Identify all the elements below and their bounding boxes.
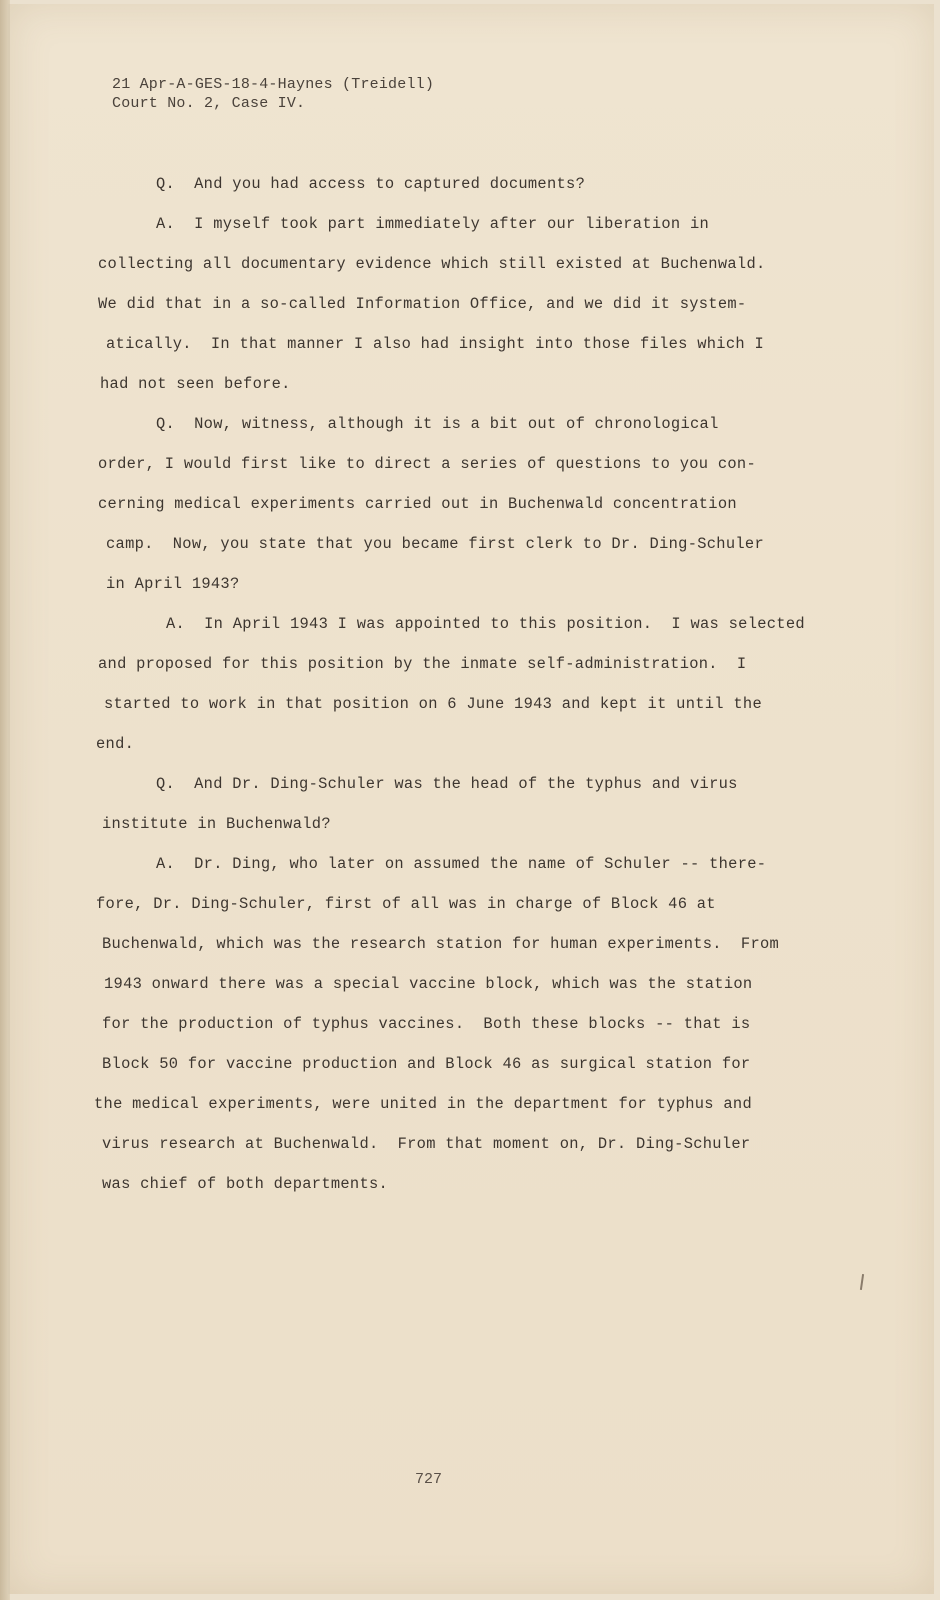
text-line: Q. Now, witness, although it is a bit out of chronological <box>156 415 719 433</box>
text-line: the medical experiments, were united in the department for typhus and <box>94 1095 752 1113</box>
text-line: We did that in a so-called Information Office, and we did it system- <box>98 295 747 313</box>
text-line: fore, Dr. Ding-Schuler, first of all was in charge of Block 46 at <box>96 895 716 913</box>
page-number: 727 <box>415 1471 443 1488</box>
text-line: for the production of typhus vaccines. Both these blocks -- that is <box>102 1015 751 1033</box>
text-line: in April 1943? <box>106 575 240 593</box>
text-line: had not seen before. <box>100 375 291 393</box>
document-page <box>8 4 934 1594</box>
text-line: 1943 onward there was a special vaccine block, which was the station <box>104 975 753 993</box>
text-line: cerning medical experiments carried out in Buchenwald concentration <box>98 495 737 513</box>
text-line: and proposed for this position by the inmate self-administration. I <box>98 655 747 673</box>
text-line: started to work in that position on 6 June 1943 and kept it until the <box>104 695 762 713</box>
text-line: Block 50 for vaccine production and Block 46 as surgical station for <box>102 1055 751 1073</box>
text-line: collecting all documentary evidence which still existed at Buchenwald. <box>98 255 766 273</box>
text-line: A. Dr. Ding, who later on assumed the name of Schuler -- there- <box>156 855 767 873</box>
text-line: end. <box>96 735 135 753</box>
text-line: A. I myself took part immediately after our liberation in <box>156 215 710 233</box>
header-court-line: Court No. 2, Case IV. <box>112 95 306 112</box>
text-line: Buchenwald, which was the research station for human experiments. From <box>102 935 780 953</box>
text-line: Q. And Dr. Ding-Schuler was the head of the typhus and virus <box>156 775 738 793</box>
stray-pen-mark <box>860 1274 864 1290</box>
text-line: institute in Buchenwald? <box>102 815 331 833</box>
text-line: camp. Now, you state that you became first clerk to Dr. Ding-Schuler <box>106 535 764 553</box>
text-line: was chief of both departments. <box>102 1175 389 1193</box>
text-line: Q. And you had access to captured documents? <box>156 175 586 193</box>
text-line: atically. In that manner I also had insight into those files which I <box>106 335 764 353</box>
text-line: A. In April 1943 I was appointed to this position. I was selected <box>166 615 805 633</box>
text-line: virus research at Buchenwald. From that moment on, Dr. Ding-Schuler <box>102 1135 751 1153</box>
header-reference-line: 21 Apr-A-GES-18-4-Haynes (Treidell) <box>112 76 435 93</box>
text-line: order, I would first like to direct a series of questions to you con- <box>98 455 756 473</box>
